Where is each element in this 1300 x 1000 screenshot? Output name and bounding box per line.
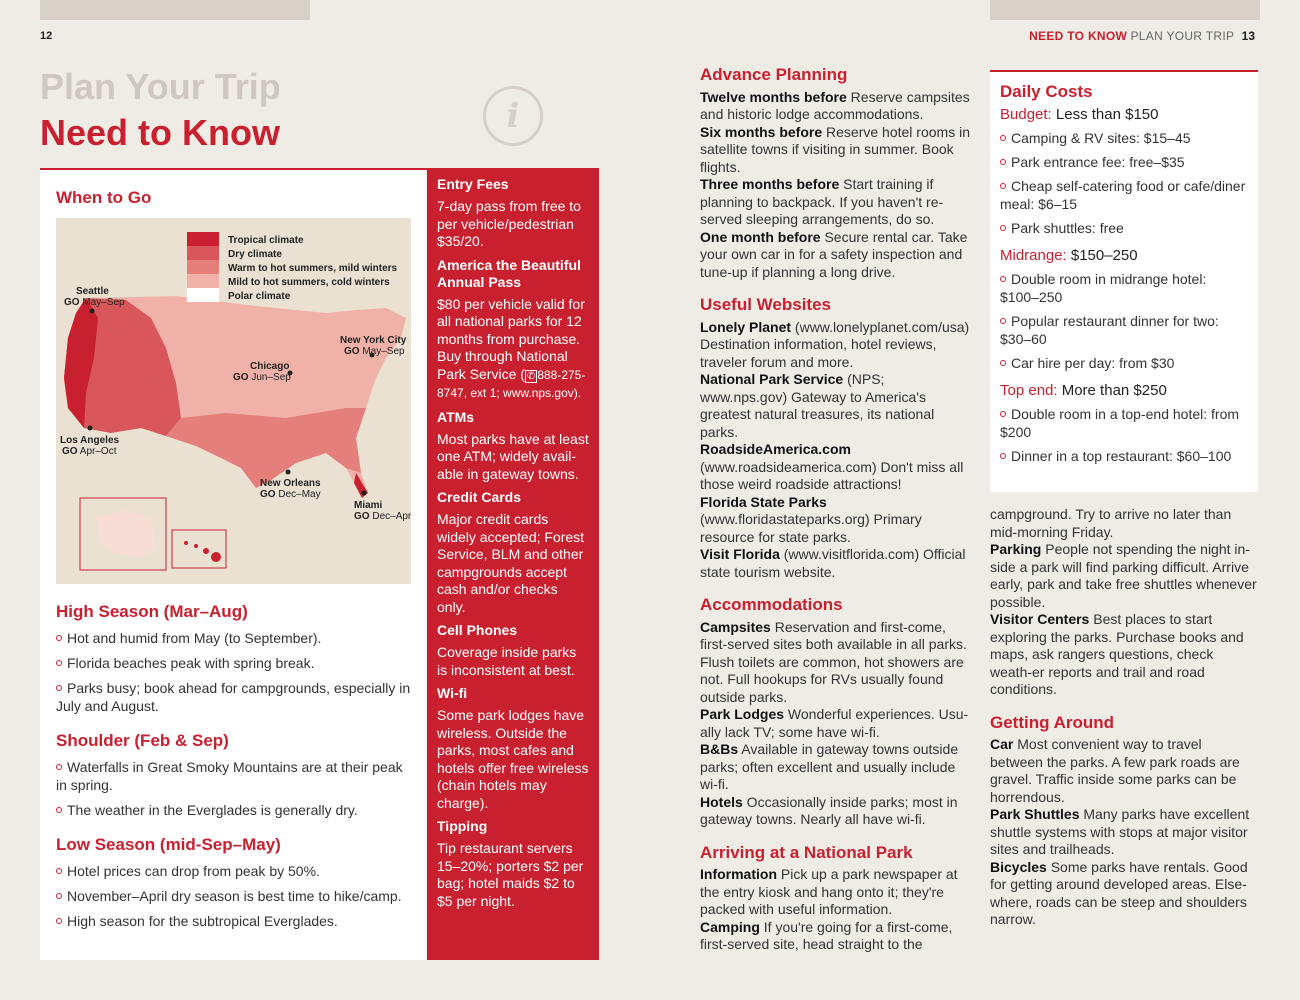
list-item: The weather in the Everglades is generally dry. (56, 801, 416, 819)
list-item: Park entrance fee: free–$35 (1000, 153, 1248, 171)
legend-swatch-dry (187, 246, 219, 260)
top-end-level: Top end: More than $250 (1000, 382, 1167, 399)
legend-label-warm: Warm to hot summers, mild winters (228, 263, 398, 274)
daily-costs-heading: Daily Costs (1000, 82, 1093, 101)
atms-text: Most parks have at least one ATM; widely avail-able in gateway towns. (437, 430, 589, 482)
list-item: Dinner in a top restaurant: $60–100 (1000, 447, 1248, 465)
accommodations-section (700, 596, 972, 829)
city-season-new-orleans: Dec–May (278, 489, 321, 500)
list-item: Lonely Planet (www.lonelyplanet.com/usa) Destination information, hotel reviews, traveler forum and more. (700, 318, 970, 370)
hawaii-inset (172, 530, 226, 568)
entry-fees-text: 7-day pass from free to per vehicle/pedestrian $35/20. (437, 198, 581, 249)
list-item: Hotels Occasionally inside parks; most in gateway towns. Nearly all have wi-fi. (700, 793, 958, 827)
tipping-text: Tip restaurant servers 15–20%; porters $2 per bag; hotel maids $2 to $5 per night. (437, 840, 584, 909)
shoulder-heading: Shoulder (Feb & Sep) (56, 731, 229, 750)
list-item: Visit Florida (www.visitflorida.com) Official state tourism website. (700, 546, 966, 580)
list-item: Twelve months before Reserve campsites and historic lodge accommodations. (700, 88, 970, 122)
list-item: High season for the subtropical Everglades. (56, 912, 416, 930)
city-name-seattle: Seattle (76, 286, 109, 297)
phone-icon: ✆ (526, 370, 536, 382)
useful-websites-section (700, 296, 972, 581)
list-item: Three months before Start training if planning to backpack. If you haven't re-served sleeping arrangements, do so. (700, 176, 944, 227)
running-head-chapter: PLAN YOUR TRIP (1130, 29, 1235, 43)
climate-map (56, 218, 411, 584)
city-go-label: GO (233, 372, 249, 383)
list-item: Waterfalls in Great Smoky Mountains are at their peak in spring. (56, 759, 403, 793)
city-dot-seattle (90, 309, 95, 314)
list-item: One month before Secure rental car. Take your own car in for a safety inspection and tune-up if planning a long drive. (700, 228, 968, 280)
city-name-new-orleans: New Orleans (260, 478, 321, 489)
city-dot-new-orleans (286, 470, 291, 475)
entry-fees-heading: Entry Fees (437, 176, 509, 192)
credit-cards-heading: Credit Cards (437, 489, 522, 505)
list-item: Bicycles Some parks have rentals. Good for getting around developed areas. Else-where, roads can be steep and shoulders narrow. (990, 858, 1248, 927)
arriving-continued-text: campground. Try to arrive no later than mid-morning Friday. (990, 506, 1232, 540)
list-item: Campsites Reservation and first-come, first-served sites both available in all parks. Flush toilets are common, hot showers are not. Full hookups for RVs usually found outside parks. (700, 618, 967, 705)
list-item: Car hire per day: from $30 (1000, 354, 1248, 372)
midrange-level: Midrange: $150–250 (1000, 247, 1138, 264)
alaska-shape (96, 510, 156, 558)
hawaii-island (184, 541, 188, 545)
annual-pass-text: $80 per vehicle valid for all national parks for 12 months from purchase. Buy through National Park Service ( ✆ 888-275-8747, ext 1; www.nps.gov). (437, 295, 586, 400)
city-dot-los-angeles (88, 426, 93, 431)
page-title: Need to Know (40, 112, 280, 153)
legend-swatch-mild (187, 274, 219, 288)
list-item: Double room in midrange hotel: $100–250 (1000, 271, 1207, 305)
right-page-tab (990, 0, 1260, 20)
chapter-title: Plan Your Trip (40, 66, 281, 107)
tipping-heading: Tipping (437, 818, 488, 834)
arriving-continued (990, 506, 1258, 699)
list-item: Florida State Parks (www.floridastateparks.org) Primary resource for state parks. (700, 493, 922, 545)
city-name-los-angeles: Los Angeles (60, 435, 120, 446)
legend-swatch-warm (187, 260, 219, 274)
budget-level: Budget: Less than $150 (1000, 106, 1159, 123)
list-item: Car Most convenient way to travel between the parks. A few park roads are gravel. Traffic inside some parks can be horrendous. (990, 736, 1240, 805)
climate-map-svg (56, 218, 411, 584)
list-item: Visitor Centers Best places to start exploring the parks. Purchase books and maps, ask rangers questions, check weath-er reports and trail and road conditions. (990, 611, 1244, 697)
atms-heading: ATMs (437, 408, 475, 425)
list-item: Florida beaches peak with spring break. (56, 654, 416, 672)
city-season-miami: Dec–Apr (372, 511, 411, 522)
legend-label-polar: Polar climate (228, 291, 291, 302)
list-item: Camping If you're going for a first-come, first-served site, head straight to the (700, 918, 953, 952)
list-item: Parks busy; book ahead for campgrounds, especially in July and August. (56, 680, 411, 714)
getting-around-heading: Getting Around (990, 712, 1115, 732)
list-item: Double room in a top-end hotel: from $200 (1000, 406, 1240, 440)
city-season-seattle: May–Sep (82, 297, 125, 308)
list-item: Hotel prices can drop from peak by 50%. (56, 862, 416, 880)
svg-text:GO May–Sep (64, 297, 125, 308)
hawaii-island (194, 544, 198, 548)
legend-swatch-polar (187, 288, 219, 302)
low-season-heading: Low Season (mid-Sep–May) (56, 835, 281, 854)
list-item: Hot and humid from May (to September). (56, 629, 416, 647)
city-name-chicago: Chicago (250, 361, 290, 372)
legend-label-tropical: Tropical climate (228, 235, 304, 246)
list-item: Parking People not spending the night in-side a park will find parking difficult. Arrive early, park and take free shuttles whenever possible. (990, 541, 1257, 610)
arriving-section (700, 844, 972, 954)
city-go-label: GO (344, 346, 360, 357)
list-item: Six months before Reserve hotel rooms in satellite towns if visiting in summer. Book flights. (700, 123, 970, 175)
cell-phones-heading: Cell Phones (437, 622, 518, 638)
svg-text:GO Dec–Apr (354, 511, 411, 522)
svg-text:GO Apr–Oct (62, 446, 117, 457)
city-name-new-york: New York City (340, 335, 407, 346)
arriving-heading: Arriving at a National Park (700, 842, 913, 862)
wifi-text: Some park lodges have wireless. Outside the parks, most cafes and hotels offer free wireless (chain hotels may charge). (437, 707, 589, 811)
getting-around-column (990, 506, 1258, 929)
svg-text:GO Dec–May (260, 489, 321, 500)
list-item: B&Bs Available in gateway towns outside parks; often excellent and usually include wi-fi. (700, 741, 959, 792)
list-item: Information Pick up a park newspaper at the entry kiosk and hang onto it; they're packed with useful information. (700, 866, 958, 917)
svg-text:GO May–Sep (344, 346, 405, 357)
info-icon: i (483, 86, 543, 146)
city-go-label: GO (354, 511, 370, 522)
right-page-number: 13 (1241, 29, 1255, 43)
when-to-go-heading: When to Go (56, 188, 152, 207)
legend-swatch-tropical (187, 232, 219, 246)
list-item: November–April dry season is best time to hike/camp. (56, 887, 416, 905)
accommodations-heading: Accommodations (700, 595, 843, 614)
running-head-section: NEED TO KNOW (1029, 29, 1128, 43)
list-item: Camping & RV sites: $15–45 (1000, 129, 1248, 147)
city-go-label: GO (64, 297, 80, 308)
high-season-heading: High Season (Mar–Aug) (56, 602, 248, 621)
legend-label-mild: Mild to hot summers, cold winters (228, 277, 390, 288)
planning-column (700, 66, 972, 954)
cell-phones-text: Coverage inside parks is inconsistent at best. (437, 644, 577, 678)
city-season-new-york: May–Sep (362, 346, 405, 357)
credit-cards-text: Major credit cards widely accepted; Forest Service, BLM and other campgrounds accept cash and/or checks only. (437, 511, 585, 615)
daily-costs-panel (990, 70, 1258, 492)
list-item: Cheap self-catering food or cafe/diner meal: $6–15 (1000, 178, 1246, 212)
list-item: RoadsideAmerica.com (www.roadsideamerica.com) Don't miss all those weird roadside attractions! (700, 441, 964, 492)
running-head (1029, 29, 1255, 43)
city-season-chicago: Jun–Sep (251, 372, 291, 383)
city-season-los-angeles: Apr–Oct (79, 446, 117, 457)
annual-pass-heading: America the Beautiful Annual Pass (437, 256, 581, 290)
list-item: Park shuttles: free (1000, 219, 1248, 237)
left-page-tab (40, 0, 310, 20)
city-go-label: GO (260, 489, 276, 500)
getting-around-section (990, 714, 1258, 929)
wifi-heading: Wi-fi (437, 685, 468, 701)
hawaii-island (211, 552, 221, 562)
city-go-label: GO (62, 446, 78, 457)
list-item: Popular restaurant dinner for two: $30–60 (1000, 313, 1219, 347)
svg-text:GO Jun–Sep (233, 372, 291, 383)
list-item: Park Shuttles Many parks have excellent shuttle systems with stops at major visitor sites and trailheads. (990, 806, 1250, 857)
list-item: National Park Service (NPS; www.nps.gov) Gateway to America's greatest natural treasures, its national parks. (700, 371, 935, 440)
city-name-miami: Miami (354, 500, 383, 511)
seasons-list (56, 602, 416, 930)
quick-facts-sidebar (427, 168, 599, 960)
hawaii-island (203, 548, 209, 554)
advance-planning-section (700, 66, 972, 281)
list-item: Park Lodges Wonderful experiences. Usu-ally lack TV; some have wi-fi. (700, 706, 969, 740)
left-page-number: 12 (40, 30, 53, 42)
useful-websites-heading: Useful Websites (700, 295, 832, 314)
city-dot-miami (362, 491, 367, 496)
legend-label-dry: Dry climate (228, 249, 282, 260)
advance-planning-heading: Advance Planning (700, 65, 848, 84)
south-warm-region (166, 408, 366, 488)
